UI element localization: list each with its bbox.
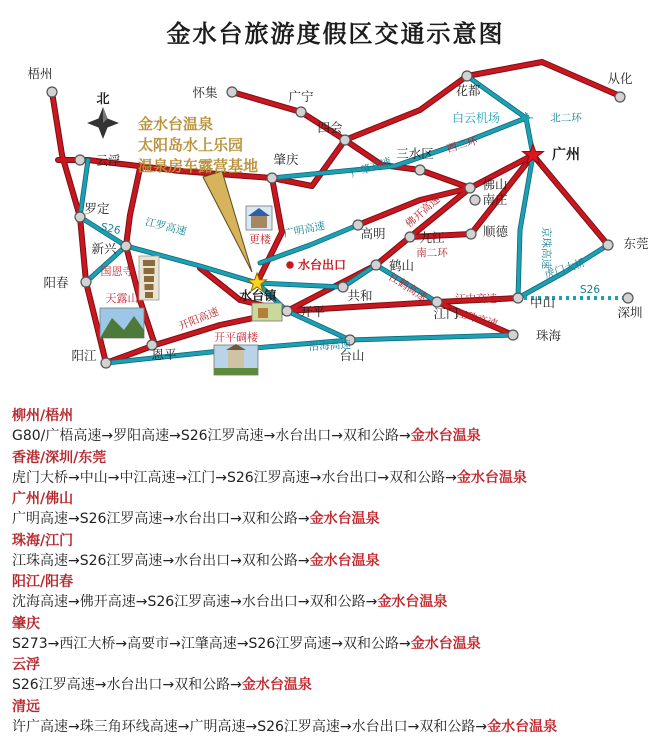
road-label: 江罗高速 [143, 216, 188, 238]
route-step: S26江罗高速 [79, 511, 163, 527]
city-label: 高明 [360, 226, 386, 241]
city-label: 台山 [339, 348, 365, 363]
route-arrow: → [331, 635, 343, 652]
route-group [12, 532, 662, 574]
city-label: 水台镇 [239, 288, 277, 303]
city-marker [465, 183, 475, 193]
route-arrow: → [339, 718, 352, 735]
route-step: 双和公路 [174, 677, 231, 693]
city-marker [371, 260, 381, 270]
road-label: 北二环 [550, 112, 582, 124]
route-step: S26江罗高速 [79, 552, 163, 569]
route-step: 许广高速 [12, 718, 68, 735]
promo-pointer [203, 171, 252, 272]
city-label: 南庄 [482, 192, 508, 207]
mountain-photo [100, 308, 144, 338]
route-group [12, 573, 662, 615]
route-step: S273 [12, 635, 48, 652]
route-line [12, 592, 662, 613]
city-label: 东莞 [623, 236, 649, 251]
local-road [518, 118, 533, 298]
highway-road [257, 178, 282, 283]
road-label: 南二环 [416, 247, 448, 259]
route-step: 珠三角环线高速 [79, 718, 178, 735]
road-label: 江珠高速 [454, 307, 499, 331]
road-label: 西二环 [445, 135, 479, 156]
city-marker [513, 293, 523, 303]
route-origin: 广州/佛山 [12, 491, 74, 507]
city-marker [101, 358, 111, 368]
route-step: 双和公路 [389, 469, 446, 486]
city-marker [282, 306, 292, 316]
road-label: 京珠高速 [540, 227, 552, 269]
route-arrow: → [297, 594, 310, 610]
route-line [12, 634, 662, 655]
route-origin: 阳江/阳春 [12, 574, 74, 590]
route-origin: 肇庆 [12, 615, 40, 632]
route-arrow: → [263, 428, 276, 444]
route-line [12, 509, 662, 530]
route-step: 高要市 [127, 635, 170, 652]
promo-text: 金水台温泉 [138, 115, 214, 133]
route-arrow: → [230, 511, 242, 527]
route-step: 双和公路 [309, 594, 366, 610]
city-label: 三水区 [396, 146, 434, 161]
road-label: 江鹤高速 [386, 271, 429, 304]
city-label: 花都 [455, 83, 481, 98]
route-step: 佛开高速 [79, 594, 136, 610]
city-marker [466, 229, 476, 239]
road-label: 江中高速 [455, 293, 497, 305]
route-step: 中山 [79, 469, 108, 486]
route-step: 双和公路 [343, 428, 400, 444]
exit-marker [286, 261, 295, 270]
route-destination: 金水台温泉 [241, 677, 312, 693]
city-marker [462, 71, 472, 81]
city-label: 罗定 [84, 201, 110, 216]
attraction-label: 开平碉楼 [214, 331, 258, 344]
route-origin: 柳州/梧州 [12, 408, 74, 424]
road-label: 广明高速 [282, 219, 327, 241]
route-arrow: → [101, 428, 114, 444]
city-label: 佛山 [482, 177, 508, 192]
city-label: 江门 [433, 306, 459, 321]
city-marker [603, 240, 613, 250]
route-arrow: → [169, 428, 181, 444]
road-label: 广肇高速 [349, 155, 393, 181]
route-arrow: → [68, 511, 80, 527]
gate-tower-photo [246, 206, 272, 230]
compass-label: 北 [96, 92, 110, 107]
city-label: 广宁 [288, 89, 314, 104]
route-step: 水台出口 [351, 718, 408, 735]
attraction-label: 更楼 [249, 233, 271, 246]
route-arrow: → [236, 635, 249, 652]
route-arrow: → [377, 469, 390, 486]
route-arrow: → [162, 552, 175, 569]
route-step: 江肇高速 [180, 635, 237, 652]
route-step: 水台出口 [241, 594, 298, 610]
route-arrow: → [68, 594, 80, 610]
route-origin: 珠海/江门 [12, 532, 74, 549]
highway-road-casing [257, 178, 282, 283]
compass-icon [87, 92, 119, 139]
airplane-icon: ✈ [519, 109, 535, 129]
route-destination: 金水台温泉 [377, 594, 448, 610]
route-step: 双和公路 [342, 635, 399, 652]
promo-text: 温泉房车露营基地 [138, 157, 259, 175]
route-arrow: → [407, 718, 420, 735]
route-arrow: → [68, 469, 80, 486]
route-step: 水台出口 [106, 677, 163, 693]
city-label: 珠海 [536, 328, 562, 343]
city-marker [296, 107, 306, 117]
route-arrow: → [175, 469, 188, 486]
route-arrow: → [245, 718, 258, 735]
city-marker [75, 155, 85, 165]
route-arrow: → [169, 635, 181, 652]
route-group [12, 656, 662, 698]
city-marker [470, 195, 480, 205]
route-origin: 香港/深圳/东莞 [12, 449, 107, 466]
route-arrow: → [115, 635, 128, 652]
route-step: 沈海高速 [12, 594, 68, 610]
route-step: 广明高速 [12, 511, 68, 527]
city-label: 四会 [317, 120, 343, 135]
route-arrow: → [177, 718, 190, 735]
route-destination: 金水台温泉 [487, 718, 558, 735]
route-line [12, 717, 662, 738]
route-group [12, 407, 662, 449]
route-arrow: → [47, 635, 60, 652]
route-line [12, 675, 662, 696]
route-arrow: → [399, 428, 411, 444]
road-label: 虎门大桥 [543, 256, 587, 282]
route-step: 江门 [187, 469, 216, 486]
route-step: S26江罗高速 [257, 718, 340, 735]
route-arrow: → [297, 552, 310, 569]
road-label: S26 [99, 221, 122, 238]
route-arrow: → [230, 552, 242, 569]
road-label: 沿海高速 [308, 338, 352, 354]
city-label: 恩平 [151, 347, 177, 362]
route-destination: 金水台温泉 [410, 428, 481, 444]
route-arrow: → [230, 677, 242, 693]
route-arrow: → [445, 469, 457, 486]
city-marker [340, 135, 350, 145]
highway-road [345, 62, 620, 140]
exit-label: 水台出口 [298, 258, 347, 272]
city-label: 九江 [419, 230, 445, 245]
city-label: 鹤山 [389, 258, 415, 273]
city-label: 开平 [300, 304, 326, 319]
city-marker [415, 165, 425, 175]
highway-road [232, 92, 533, 188]
diaolou-photo [214, 344, 258, 375]
road-label: 佛开高速 [403, 193, 443, 231]
attraction-label: 国恩寺 [100, 265, 134, 278]
city-marker [227, 87, 237, 97]
route-group [12, 698, 662, 740]
city-label: 怀集 [192, 85, 218, 100]
city-label: 新兴 [91, 241, 117, 256]
route-arrow: → [215, 469, 227, 486]
city-label: 阳江 [71, 348, 97, 363]
route-arrow: → [230, 594, 242, 610]
route-destination: 金水台温泉 [410, 635, 481, 652]
route-group [12, 615, 662, 657]
route-step: S26江罗高速 [12, 677, 95, 693]
route-step: 双和公路 [241, 552, 298, 569]
route-step: 水台出口 [174, 552, 231, 569]
city-label: 阳春 [43, 275, 69, 290]
route-line [12, 426, 662, 447]
route-step: 水台出口 [275, 428, 332, 444]
route-step: 双和公路 [419, 718, 476, 735]
city-label: 共和 [347, 288, 373, 303]
city-label: 顺德 [483, 224, 509, 239]
route-step: 双和公路 [241, 511, 298, 527]
route-arrow: → [398, 635, 411, 652]
route-arrow: → [107, 469, 120, 486]
route-origin: 清远 [12, 698, 40, 715]
route-arrow: → [309, 469, 322, 486]
route-arrow: → [68, 718, 80, 735]
route-line [12, 468, 662, 489]
route-step: 水台出口 [321, 469, 378, 486]
city-marker [81, 277, 91, 287]
route-step: 虎门大桥 [12, 469, 68, 486]
route-arrow: → [94, 677, 107, 693]
route-arrow: → [365, 594, 378, 610]
city-label: 梧州 [27, 66, 53, 81]
route-step: S26江罗高速 [180, 428, 264, 444]
route-arrow: → [135, 594, 148, 610]
city-label: 中山 [530, 295, 556, 310]
route-origin: 云浮 [12, 657, 40, 673]
city-label: 云浮 [95, 153, 121, 168]
route-step: S26江罗高速 [248, 635, 332, 652]
city-marker [267, 173, 277, 183]
route-step: 水台出口 [174, 511, 231, 527]
scenic-photo [252, 303, 282, 321]
airport-label: 白云机场 [451, 111, 501, 125]
road-label: 开阳高速 [177, 305, 221, 333]
city-label: 广州 [552, 147, 580, 163]
route-destination: 金水台温泉 [309, 511, 380, 527]
city-label: 肇庆 [273, 152, 299, 167]
route-arrow: → [297, 511, 310, 527]
route-destination: 金水台温泉 [456, 469, 527, 486]
city-marker [405, 232, 415, 242]
city-label: 深圳 [617, 305, 643, 320]
city-marker [508, 330, 518, 340]
route-arrow: → [68, 552, 80, 569]
route-destination: 金水台温泉 [309, 552, 380, 569]
city-marker [623, 293, 633, 303]
pagoda-photo [139, 256, 159, 300]
route-group [12, 449, 662, 491]
route-step: S26江罗高速 [147, 594, 231, 610]
route-arrow: → [162, 677, 175, 693]
route-step: 江珠高速 [12, 552, 68, 569]
route-line [12, 551, 662, 572]
route-step: S26江罗高速 [226, 469, 310, 486]
route-arrow: → [162, 511, 175, 527]
road-label: S26 [579, 284, 601, 296]
route-arrow: → [331, 428, 344, 444]
route-step: G80/广梧高速 [12, 428, 102, 444]
page-title: 金水台旅游度假区交通示意图 [166, 20, 505, 48]
route-step: 西江大桥 [59, 635, 116, 652]
route-step: 广明高速 [189, 718, 246, 735]
city-marker [615, 92, 625, 102]
route-group [12, 490, 662, 532]
city-marker [47, 87, 57, 97]
route-step: 罗阳高速 [113, 428, 170, 444]
attraction-label: 天露山 [105, 292, 139, 305]
city-marker [121, 241, 131, 251]
route-list [12, 407, 662, 739]
city-label: 从化 [607, 71, 633, 86]
route-step: 中江高速 [119, 469, 176, 486]
promo-text: 太阳岛水上乐园 [138, 136, 244, 154]
route-arrow: → [475, 718, 488, 735]
